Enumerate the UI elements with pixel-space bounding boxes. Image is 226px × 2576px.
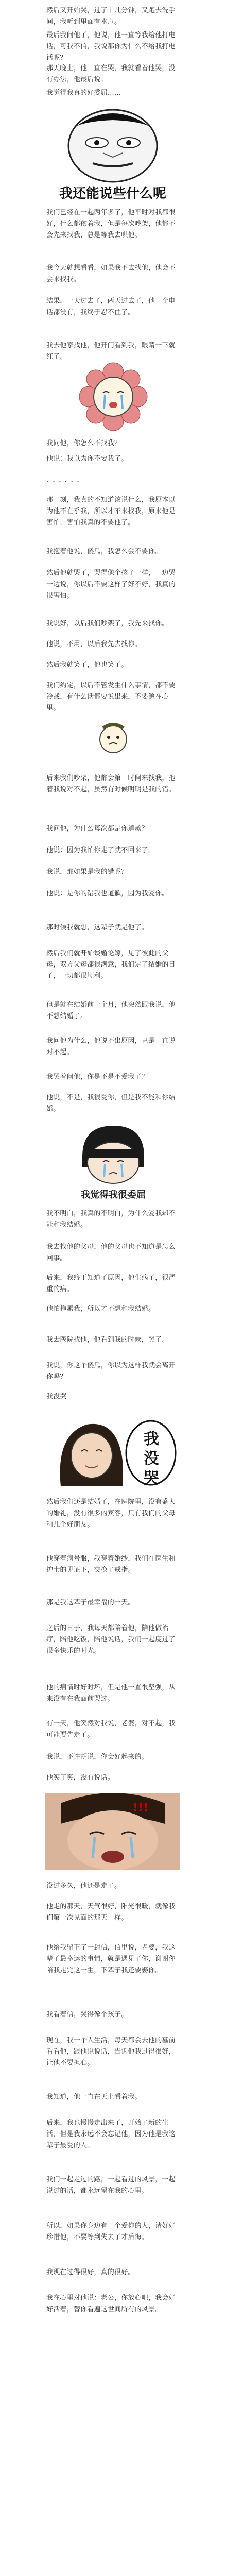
story-paragraph: 我说好，以后我们吵架了，我先来找你。	[46, 620, 169, 628]
story-paragraph: 那天晚上，他一直在哭，我就看着他哭，没有办法，他最后说：	[46, 64, 176, 83]
story-paragraph: 我去他家找他，他开门看到我，眼睛一下就红了。	[46, 342, 176, 361]
story-paragraph: 他说：我以为你不要我了。	[46, 455, 128, 463]
story-paragraph: 他走的那天，天气很好，阳光很暖，就像我们第一次见面的那天一样。	[46, 1903, 176, 1922]
story-paragraph: 后来，我终于知道了原因，他生病了，很严重的病。	[46, 1274, 176, 1293]
story-paragraph: 但是就在结婚前一个月，他突然跟我说，他不想结婚了。	[46, 1001, 176, 1020]
story-paragraph: 我问他，为什么每次都是你道歉？	[46, 825, 149, 833]
svg-text:!!!: !!!	[133, 1802, 149, 1815]
story-paragraph: 他说，不用，以后我先去找你。	[46, 640, 142, 648]
story-paragraph: 他穿着病号服，我穿着婚纱，我们在医生和护士的见证下，交换了戒指。	[46, 1555, 176, 1574]
story-paragraph: 我看着信，哭得像个孩子。	[46, 2011, 128, 2019]
meme-image-small	[88, 719, 139, 765]
story-paragraph: 那时候我就想，这辈子就是他了。	[46, 924, 149, 931]
meme-image-crying	[72, 1121, 154, 1203]
meme-caption: 我觉得我很委屈	[81, 1190, 146, 1200]
cartoon-small-icon	[88, 719, 139, 765]
story-paragraph: 我说，不许胡说，你会好起来的。	[46, 1753, 149, 1761]
meme-caption: 我没哭	[144, 1430, 159, 1487]
story-paragraph: 有一天，他突然对我说，老婆，对不起，我可能要先走了。	[46, 1720, 176, 1739]
meme-image-not-crying	[45, 1414, 180, 1492]
meme-face-illustration	[45, 106, 180, 183]
story-paragraph: 结果，一天过去了，两天过去了，他一个电话都没有，我终于忍不住了。	[46, 297, 176, 316]
meme-image-photo	[45, 1793, 180, 1870]
story-paragraph: 他的病情时好时坏，但是他一直很坚强，从来没有在我面前哭过。	[46, 1684, 176, 1703]
story-paragraph: 那一刻，我真的不知道该说什么，我原本以为他不在乎我，所以才不来找我，原来他是害怕，害怕我真的不要他了。	[46, 496, 176, 527]
story-paragraph: 我抱着他说，傻瓜，我怎么会不要你。	[46, 548, 162, 555]
crying-face-photo-icon	[45, 1793, 180, 1870]
story-paragraph: 他怕拖累我，所以才不想和我结婚。	[46, 1305, 155, 1313]
story-paragraph: 现在，我一个人生活，每天都会去他的墓前看看他，跟他说说话，告诉他我过得很好，让他不要担心。	[46, 2037, 176, 2067]
story-paragraph: 我去医院找他，他看到我的时候，哭了。	[46, 1336, 169, 1344]
story-paragraph: 我说，那如果是我的错呢？	[46, 868, 128, 876]
story-paragraph: 后来，我也慢慢走出来了，开始了新的生活，但是我永远不会忘记他，因为他是我这辈子最爱的人。	[46, 2119, 176, 2149]
ellipsis-separator: ......	[46, 474, 83, 485]
story-paragraph: 他给我留下了一封信，信里说，老婆，我这辈子最幸运的事情，就是遇见了你，谢谢你陪我走完这一生，下辈子我还要娶你。	[46, 1944, 176, 1974]
story-paragraph: 我去找他的父母，他的父母也不知道是怎么回事。	[46, 1243, 176, 1262]
story-paragraph: 我哭着问他，你是不是不爱我了？	[46, 1073, 149, 1081]
story-paragraph: 我说，你这个傻瓜，你以为这样我就会离开你吗？	[46, 1362, 176, 1381]
meme-image-flower	[62, 361, 165, 433]
story-paragraph: 他说：因为我怕你走了就不回来了。	[46, 846, 155, 854]
story-paragraph: 我问他为什么，他说不出原因，只是一直说对不起。	[46, 1037, 176, 1056]
story-paragraph: 他说：是你的错我也道歉，因为我爱你。	[46, 890, 169, 897]
story-paragraph: 我们一起走过的路，一起看过的风景，一起说过的话，都永远留在我的心里。	[46, 2176, 176, 2195]
story-paragraph: 然后他就哭了，哭得像个孩子一样，一边哭一边说，你以后不要这样了好不好，我真的很害怕。	[46, 569, 176, 600]
story-paragraph: 没过多久，他还是走了。	[46, 1882, 121, 1890]
story-paragraph: 那是我这辈子最幸福的一天。	[46, 1599, 135, 1606]
story-paragraph: 然后又开始哭，过了十几分钟，又跑去洗手间，我听到里面有水声。	[46, 7, 176, 26]
story-paragraph: 我知道，他一直在天上看着我。	[46, 2093, 142, 2101]
story-paragraph: 我在心里对他说：老公，你放心吧，我会好好活着，替你看遍这世间所有的风景。	[46, 2294, 176, 2313]
story-paragraph: 我今天就想看看，如果我不去找他，他会不会来找我。	[46, 264, 176, 283]
story-paragraph: 所以，如果你身边有一个爱你的人，请好好珍惜他，不要等到失去了才后悔。	[46, 2222, 176, 2241]
story-paragraph: 我觉得我真的好委屈……	[46, 89, 121, 97]
story-paragraph: 我现在过得很好，真的很好。	[46, 2268, 135, 2276]
story-paragraph: 然后我们就开始谈婚论嫁，见了彼此的父母，双方父母都很满意，我们定了结婚的日子，一切都很顺利。	[46, 950, 176, 980]
story-paragraph: 我不明白，我真的不明白，为什么爱我却不能和我结婚。	[46, 1210, 176, 1229]
story-paragraph: 我们已经在一起两年多了，他平时对我都很好，什么都依着我，但是每次吵架，他都不会先来找我，总是等我去哄他。	[46, 209, 176, 239]
story-paragraph: 然后我们还是结婚了，在医院里，没有盛大的婚礼，没有很多的宾客，只有我们的父母和几个好朋友。	[46, 1498, 176, 1529]
story-paragraph: 我问他，你怎么不找我？	[46, 439, 121, 447]
story-paragraph: 他说，不是，我很爱你，但是我不能和你结婚。	[46, 1094, 176, 1113]
crying-girl-icon	[72, 1121, 154, 1188]
crying-flower-icon	[62, 361, 165, 433]
story-paragraph: 后来我们吵架，他都会第一时间来找我，抱着我说对不起，虽然有时候明明是我的错。	[46, 774, 176, 793]
story-paragraph: 之后的日子，我每天都陪着他，陪他做治疗，陪他吃饭，陪他说话，我们一起度过了很多快乐的时光。	[46, 1624, 176, 1655]
story-paragraph: 他笑了笑，没有说话。	[46, 1774, 115, 1782]
story-paragraph: 最后我问他了，他说，他一直等我给他打电话，可我不信，我说那你为什么不给我打电话呢？	[46, 31, 176, 62]
story-paragraph: 然后我就笑了，他也笑了。	[46, 661, 128, 669]
meme-caption: 我还能说些什么呢	[59, 186, 166, 201]
story-paragraph: 我们约定，以后不管发生什么事情，都不要冷战，有什么话都要说出来，不要憋在心里。	[46, 682, 176, 712]
story-paragraph: 我没哭	[46, 1393, 67, 1400]
meme-image-face	[45, 106, 180, 201]
